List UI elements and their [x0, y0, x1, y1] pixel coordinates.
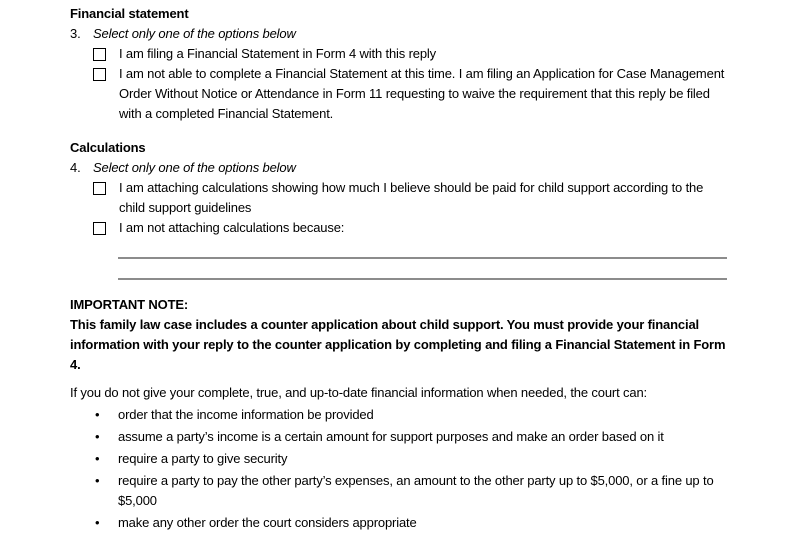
item-4-row	[70, 158, 727, 178]
checkbox-not-attaching-calculations[interactable]	[93, 222, 106, 235]
checkbox-option	[70, 64, 727, 124]
section-important-note	[70, 295, 727, 375]
checkbox-option-label: I am not attaching calculations because:	[119, 220, 345, 235]
important-note-body: This family law case includes a counter application about child support. You must provide your financial information with your reply to the counter application by completing and filing a Financial Statement in Form 4.	[70, 317, 726, 372]
checkbox-filing-form4[interactable]	[93, 48, 106, 61]
list-item-text: require a party to pay the other party’s expenses, an amount to the other party up to $5,000, or a fine up to $5,000	[118, 473, 714, 508]
fill-in-line-2[interactable]	[118, 259, 727, 280]
list-item-text: order that the income information be provided	[118, 407, 374, 422]
important-note-heading: IMPORTANT NOTE:	[70, 297, 189, 312]
checkbox-option-label: I am not able to complete a Financial Statement at this time. I am filing an Application for Case Management Order Without Notice or Attendance in Form 11 requesting to waive the requirement that this reply be filed with a completed Financial Statement.	[119, 66, 725, 121]
item-3-row	[70, 24, 727, 44]
bullet-icon: •	[95, 473, 100, 488]
item-4-number: 4.	[70, 160, 81, 175]
calculations-heading: Calculations	[70, 140, 146, 155]
checkbox-not-able-to-complete[interactable]	[93, 68, 106, 81]
list-item	[70, 471, 727, 511]
checkbox-attaching-calculations[interactable]	[93, 182, 106, 195]
fill-in-line-1[interactable]	[118, 238, 727, 259]
court-powers-intro: If you do not give your complete, true, and up-to-date financial information when needed, the court can:	[70, 385, 647, 400]
list-item	[70, 513, 727, 533]
checkbox-option	[70, 218, 727, 238]
checkbox-option-label: I am attaching calculations showing how much I believe should be paid for child support according to the child support guidelines	[119, 180, 704, 215]
item-4-instruction: Select only one of the options below	[93, 160, 296, 175]
bullet-icon: •	[95, 451, 100, 466]
financial-statement-heading: Financial statement	[70, 6, 189, 21]
list-item-text: assume a party’s income is a certain amount for support purposes and make an order based on it	[118, 429, 664, 444]
section-court-powers	[70, 383, 727, 533]
item-3-number: 3.	[70, 26, 81, 41]
list-item	[70, 405, 727, 425]
list-item-text: make any other order the court considers appropriate	[118, 515, 417, 530]
checkbox-option-label: I am filing a Financial Statement in Form 4 with this reply	[119, 46, 437, 61]
list-item	[70, 427, 727, 447]
bullet-icon: •	[95, 515, 100, 530]
item-3-instruction: Select only one of the options below	[93, 26, 296, 41]
list-item	[70, 449, 727, 469]
checkbox-option	[70, 178, 727, 218]
section-calculations	[70, 138, 727, 280]
list-item-text: require a party to give security	[118, 451, 288, 466]
bullet-icon: •	[95, 429, 100, 444]
section-financial-statement	[70, 4, 727, 124]
bullet-icon: •	[95, 407, 100, 422]
checkbox-option	[70, 44, 727, 64]
